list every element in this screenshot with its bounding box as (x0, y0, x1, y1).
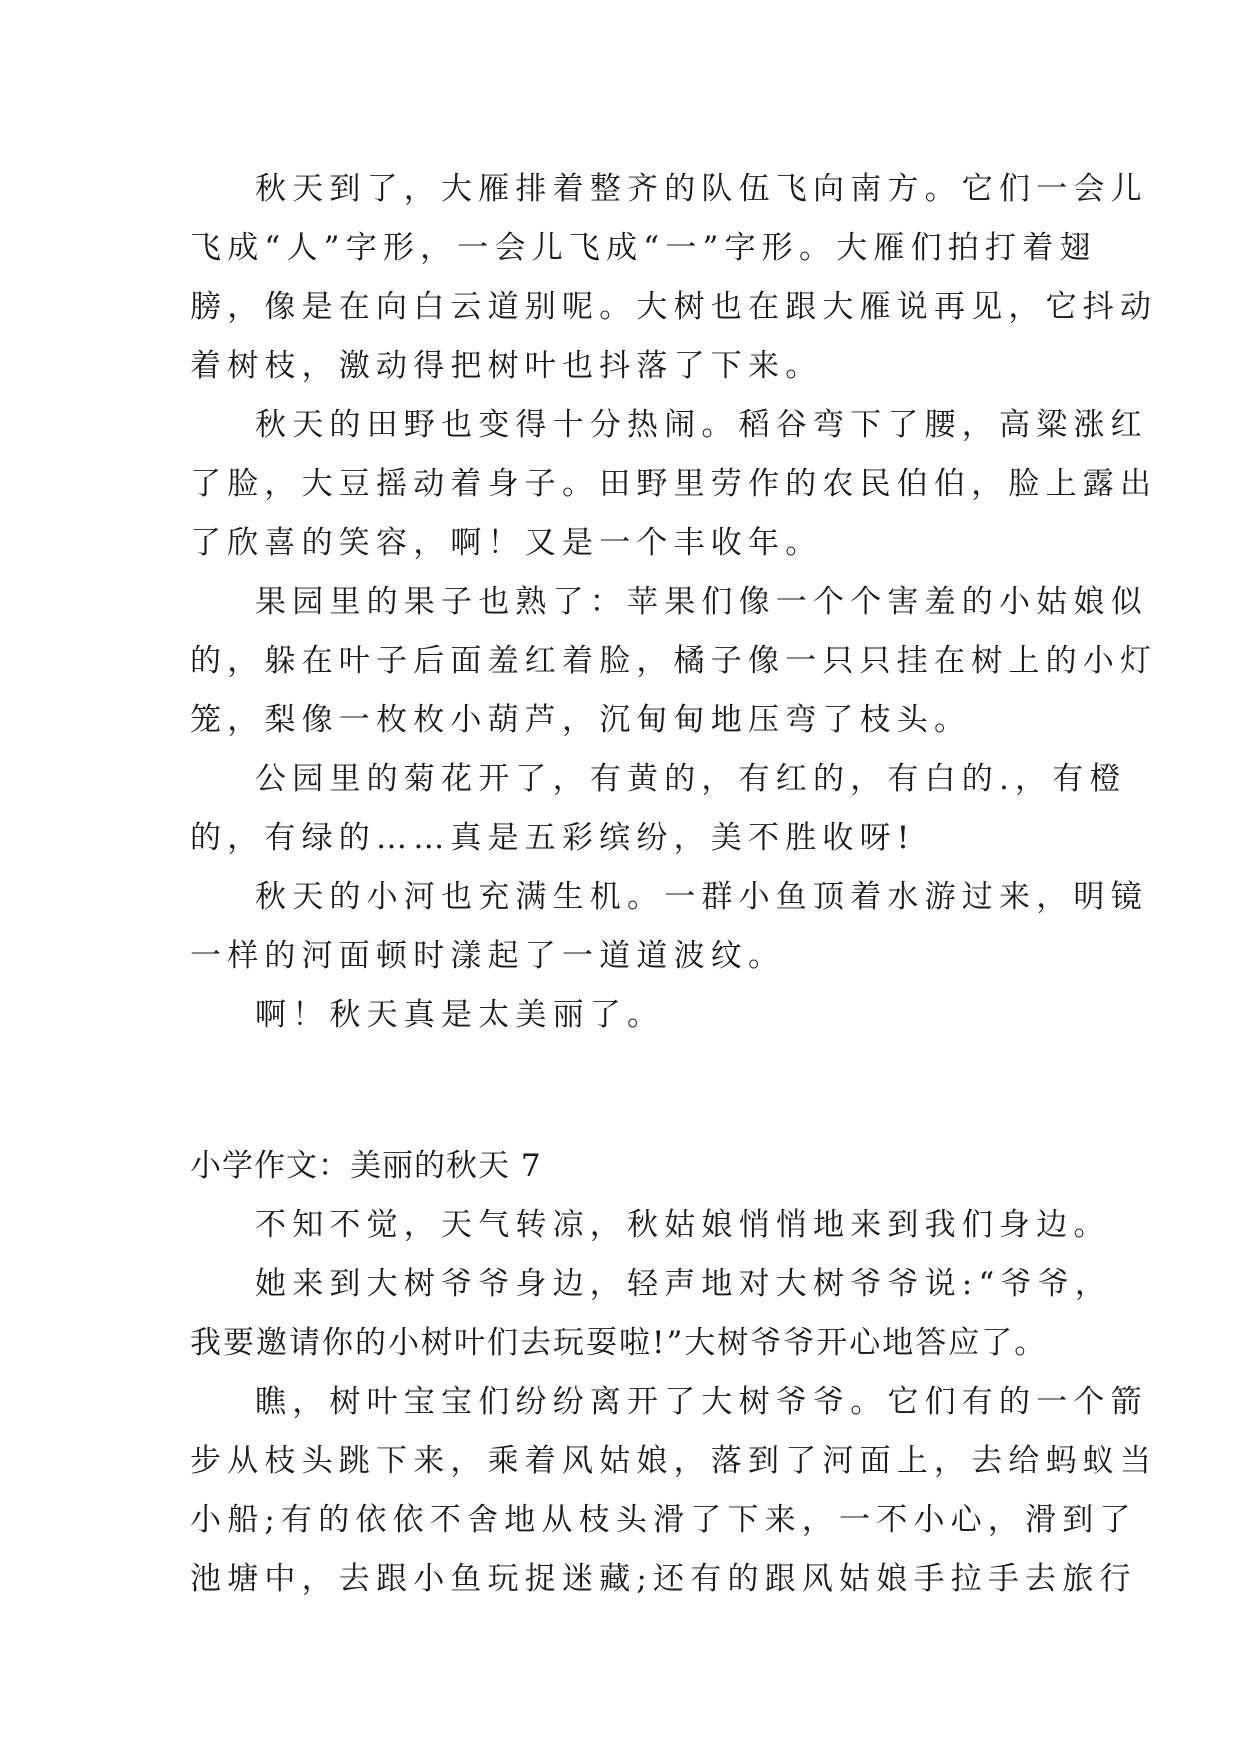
text-line: 她来到大树爷爷身边，轻声地对大树爷爷说:“爷爷， (255, 1266, 1113, 1302)
text-line: 的，有绿的……真是五彩缤纷，美不胜收呀! (190, 820, 916, 856)
paragraph (190, 1255, 1113, 1373)
text-line: 着树枝，激动得把树叶也抖落了下来。 (190, 348, 823, 384)
text-line: 膀，像是在向白云道别呢。大树也在跟大雁说再见，它抖动 (190, 289, 1158, 325)
text-line: 了脸，大豆摇动着身子。田野里劳作的农民伯伯，脸上露出 (190, 466, 1158, 502)
text-line: 笼，梨像一枚枚小葫芦，沉甸甸地压弯了枝头。 (190, 702, 972, 738)
text-line: 不知不觉，天气转凉，秋姑娘悄悄地来到我们身边。 (255, 1207, 1111, 1243)
paragraph (190, 986, 1060, 1045)
text-line: 瞧，树叶宝宝们纷纷离开了大树爷爷。它们有的一个箭 (255, 1384, 1148, 1420)
paragraph (190, 750, 1127, 868)
text-line: 飞成“人”字形，一会儿飞成“一”字形。大雁们拍打着翅 (190, 230, 1097, 266)
text-line: 秋天的田野也变得十分热闹。稻谷弯下了腰，高粱涨红 (255, 407, 1148, 443)
essay-section-2 (190, 1137, 1158, 1609)
text-line: 池塘中，去跟小鱼玩捉迷藏;还有的跟风姑娘手拉手去旅行 (190, 1561, 1137, 1597)
essay-title: 小学作文：美丽的秋天 7 (190, 1148, 542, 1184)
text-line: 了欣喜的笑容，啊！又是一个丰收年。 (190, 525, 823, 561)
text-line: 小船;有的依依不舍地从枝头滑了下来，一不小心，滑到了 (190, 1502, 1137, 1538)
essay-section-1 (190, 160, 1158, 1045)
text-line: 啊！秋天真是太美丽了。 (255, 997, 665, 1033)
text-line: 果园里的果子也熟了：苹果们像一个个害羞的小姑娘似 (255, 584, 1148, 620)
text-line: 秋天的小河也充满生机。一群小鱼顶着水游过来，明镜 (255, 879, 1148, 915)
text-line: 步从枝头跳下来，乘着风姑娘，落到了河面上，去给蚂蚁当 (190, 1443, 1158, 1479)
paragraph (190, 396, 1158, 573)
paragraph (190, 160, 1158, 396)
text-line: 秋天到了，大雁排着整齐的队伍飞向南方。它们一会儿 (255, 171, 1148, 207)
document-page (190, 160, 1158, 1609)
text-line: 一样的河面顿时漾起了一道道波纹。 (190, 938, 786, 974)
paragraph (190, 573, 1158, 750)
paragraph (190, 868, 1148, 986)
paragraph (190, 1373, 1158, 1609)
text-line: 公园里的菊花开了，有黄的，有红的，有白的.，有橙 (255, 761, 1127, 797)
paragraph (190, 1196, 1111, 1255)
text-line: 我要邀请你的小树叶们去玩耍啦!”大树爷爷开心地答应了。 (190, 1325, 1048, 1361)
section-gap (190, 1045, 1060, 1137)
text-line: 的，躲在叶子后面羞红着脸，橘子像一只只挂在树上的小灯 (190, 643, 1158, 679)
